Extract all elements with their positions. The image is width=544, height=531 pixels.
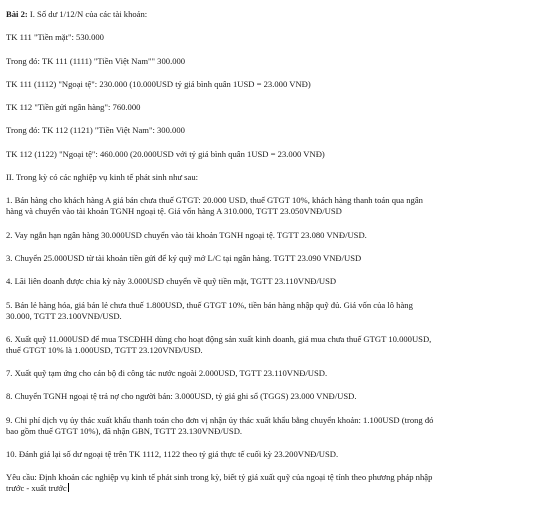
transaction-item <box>6 300 536 322</box>
balance-line: TK 111 "Tiền mặt": 530.000 <box>6 32 104 43</box>
transaction-line: 8. Chuyển TGNH ngoại tệ trả nợ cho người bán: 3.000USD, tỷ giá ghi sổ (TGGS) 23.000 VNĐ/USD. <box>6 391 357 402</box>
balance-line: TK 112 (1122) "Ngoại tệ": 460.000 (20.000USD với tỷ giá bình quân 1USD = 23.000 VNĐ) <box>6 148 325 159</box>
transaction-line: 2. Vay ngắn hạn ngân hàng 30.000USD chuyển vào tài khoản TGNH ngoại tệ. TGTT 23.080 VNĐ/USD. <box>6 229 367 240</box>
transaction-item <box>6 195 536 217</box>
exercise-number: Bài 2: <box>6 9 28 19</box>
requirement-line <box>6 483 536 494</box>
balance-line: Trong đó: TK 112 (1121) "Tiền Việt Nam": 300.000 <box>6 125 185 136</box>
requirement-line: Yêu cầu: Định khoản các nghiệp vụ kinh tế phát sinh trong kỳ, biết tỷ giá xuất quỹ của ngoại tệ tính theo phương pháp nhập <box>6 472 433 483</box>
balance-list <box>6 32 536 159</box>
transaction-item <box>6 230 536 241</box>
balance-line: Trong đó: TK 111 (1111) "Tiền Việt Nam"" 300.000 <box>6 55 186 66</box>
transaction-line: 3. Chuyển 25.000USD từ tài khoản tiền gửi để ký quỹ mở L/C tại ngân hàng. TGTT 23.090 VNĐ/USD <box>6 252 362 263</box>
transaction-line: 6. Xuất quỹ 11.000USD để mua TSCĐHH dùng cho hoạt động sản xuất kinh doanh, giá mua chưa thuế GTGT 10.000USD, <box>6 333 432 344</box>
transaction-line: 5. Bán lẻ hàng hóa, giá bán lẻ chưa thuế 1.800USD, thuế GTGT 10%, tiền bán hàng nhập quỹ đủ. Giá vốn của lô hàng <box>6 299 413 310</box>
exercise-title <box>6 9 536 20</box>
transaction-line: 1. Bán hàng cho khách hàng A giá bán chưa thuế GTGT: 20.000 USD, thuế GTGT 10%, khách hàng thanh toán qua ngân <box>6 195 423 206</box>
transaction-line: 10. Đánh giá lại số dư ngoại tệ trên TK 1112, 1122 theo tỷ giá thực tế cuối kỳ 23.200VNĐ/USD. <box>6 449 339 460</box>
transaction-line: hàng và chuyển vào tài khoản TGNH ngoại tệ. Giá vốn hàng A 310.000, TGTT 23.050VNĐ/USD <box>6 206 342 217</box>
requirement <box>6 472 536 494</box>
requirement-line-text: trước - xuất trước <box>6 483 67 494</box>
transaction-line: 7. Xuất quỹ tạm ứng cho cán bộ đi công tác nước ngoài 2.000USD, TGTT 23.110VNĐ/USD. <box>6 368 328 379</box>
transaction-line: 30.000, TGTT 23.100VNĐ/USD. <box>6 310 122 321</box>
transaction-item <box>6 368 536 379</box>
transaction-item <box>6 449 536 460</box>
section1-heading: I. Số dư 1/12/N của các tài khoản: <box>27 9 148 19</box>
text-cursor <box>68 483 69 492</box>
transaction-item <box>6 334 536 356</box>
balance-line: TK 111 (1112) "Ngoại tệ": 230.000 (10.000USD tỷ giá bình quân 1USD = 23.000 VNĐ) <box>6 78 311 89</box>
section2-heading: II. Trong kỳ có các nghiệp vụ kinh tế phát sinh như sau: <box>6 172 199 183</box>
transaction-list <box>6 195 536 460</box>
transaction-item <box>6 276 536 287</box>
balance-line: TK 112 "Tiền gửi ngân hàng": 760.000 <box>6 102 141 113</box>
transaction-line: 4. Lãi liên doanh được chia kỳ này 3.000USD chuyển về quỹ tiền mặt, TGTT 23.110VNĐ/USD <box>6 276 337 287</box>
transaction-item <box>6 253 536 264</box>
transaction-line: 9. Chi phí dịch vụ ủy thác xuất khẩu thanh toán cho đơn vị nhận ủy thác xuất khẩu bằng chuyển khoản: 1.100USD (trong đó <box>6 414 434 425</box>
transaction-line: thuế GTGT 10% là 1.000USD, TGTT 23.120VNĐ/USD. <box>6 344 203 355</box>
transaction-line: bao gồm thuế GTGT 10%), đã nhận GBN, TGTT 23.130VNĐ/USD. <box>6 425 243 436</box>
transaction-item <box>6 391 536 402</box>
transaction-item <box>6 415 536 437</box>
